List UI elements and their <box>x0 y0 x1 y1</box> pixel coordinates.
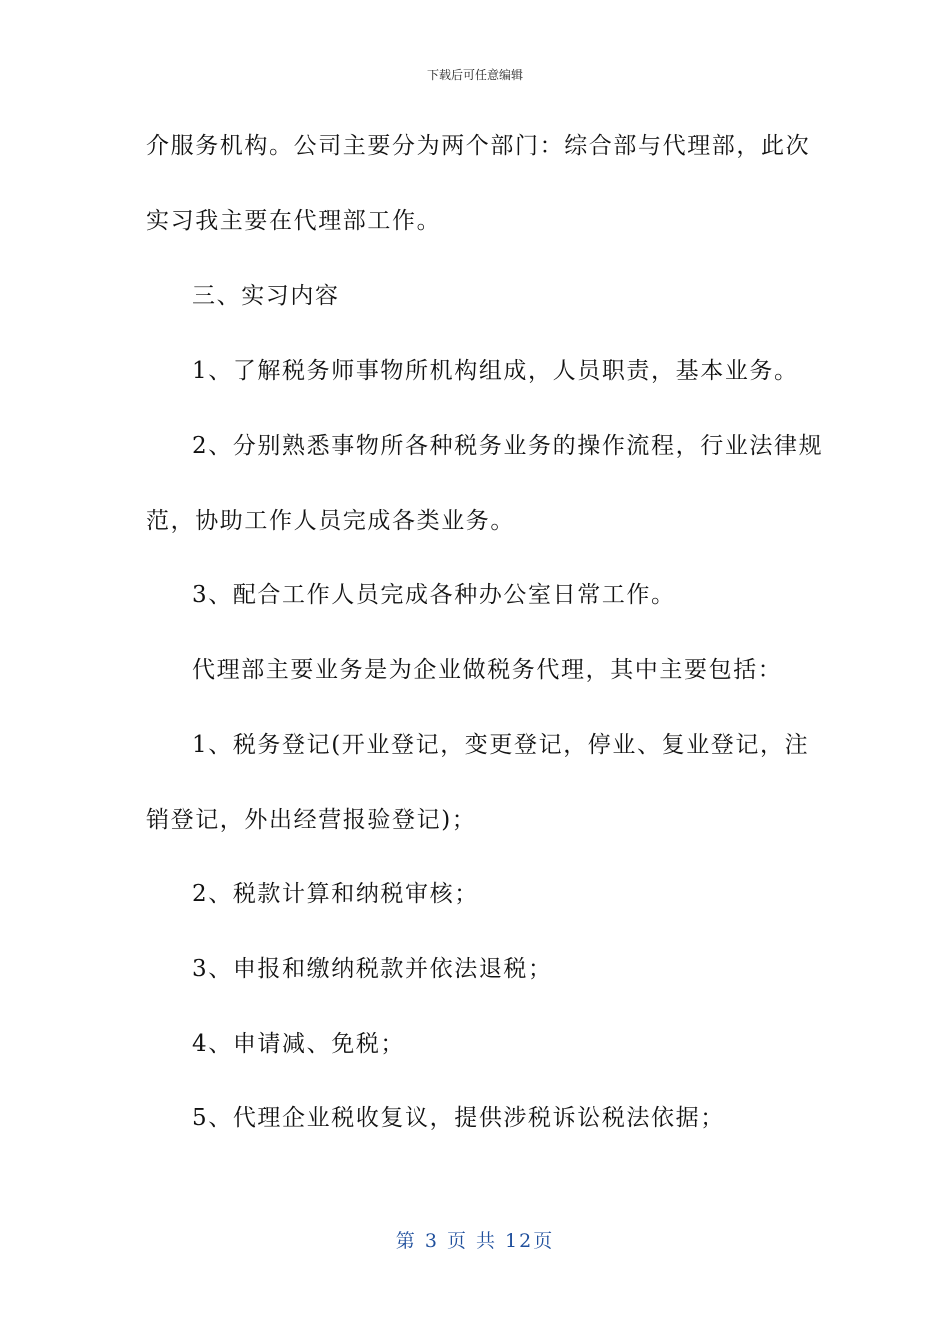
paragraph-line: 代理部主要业务是为企业做税务代理，其中主要包括： <box>192 657 783 683</box>
section-heading: 三、实习内容 <box>192 283 340 309</box>
paragraph-line: 实习我主要在代理部工作。 <box>146 208 442 234</box>
list-item: 3、申报和缴纳税款并依法退税； <box>192 956 553 982</box>
list-item: 2、分别熟悉事物所各种税务业务的操作流程，行业法律规 <box>192 433 824 459</box>
page-header-note: 下载后可任意编辑 <box>426 68 523 82</box>
list-item: 2、税款计算和纳税审核； <box>192 881 479 907</box>
page-number-footer: 第 3 页 共 12页 <box>395 1230 555 1252</box>
paragraph-line: 范，协助工作人员完成各类业务。 <box>146 508 515 534</box>
paragraph-line: 介服务机构。公司主要分为两个部门：综合部与代理部，此次 <box>146 133 811 159</box>
paragraph-line: 销登记，外出经营报验登记)； <box>146 807 477 833</box>
list-item: 1、税务登记(开业登记，变更登记，停业、复业登记，注 <box>192 732 810 758</box>
list-item: 5、代理企业税收复议，提供涉税诉讼税法依据； <box>192 1105 725 1131</box>
list-item: 1、了解税务师事物所机构组成，人员职责，基本业务。 <box>192 358 799 384</box>
list-item: 3、配合工作人员完成各种办公室日常工作。 <box>192 582 676 608</box>
list-item: 4、申请减、免税； <box>192 1031 406 1057</box>
